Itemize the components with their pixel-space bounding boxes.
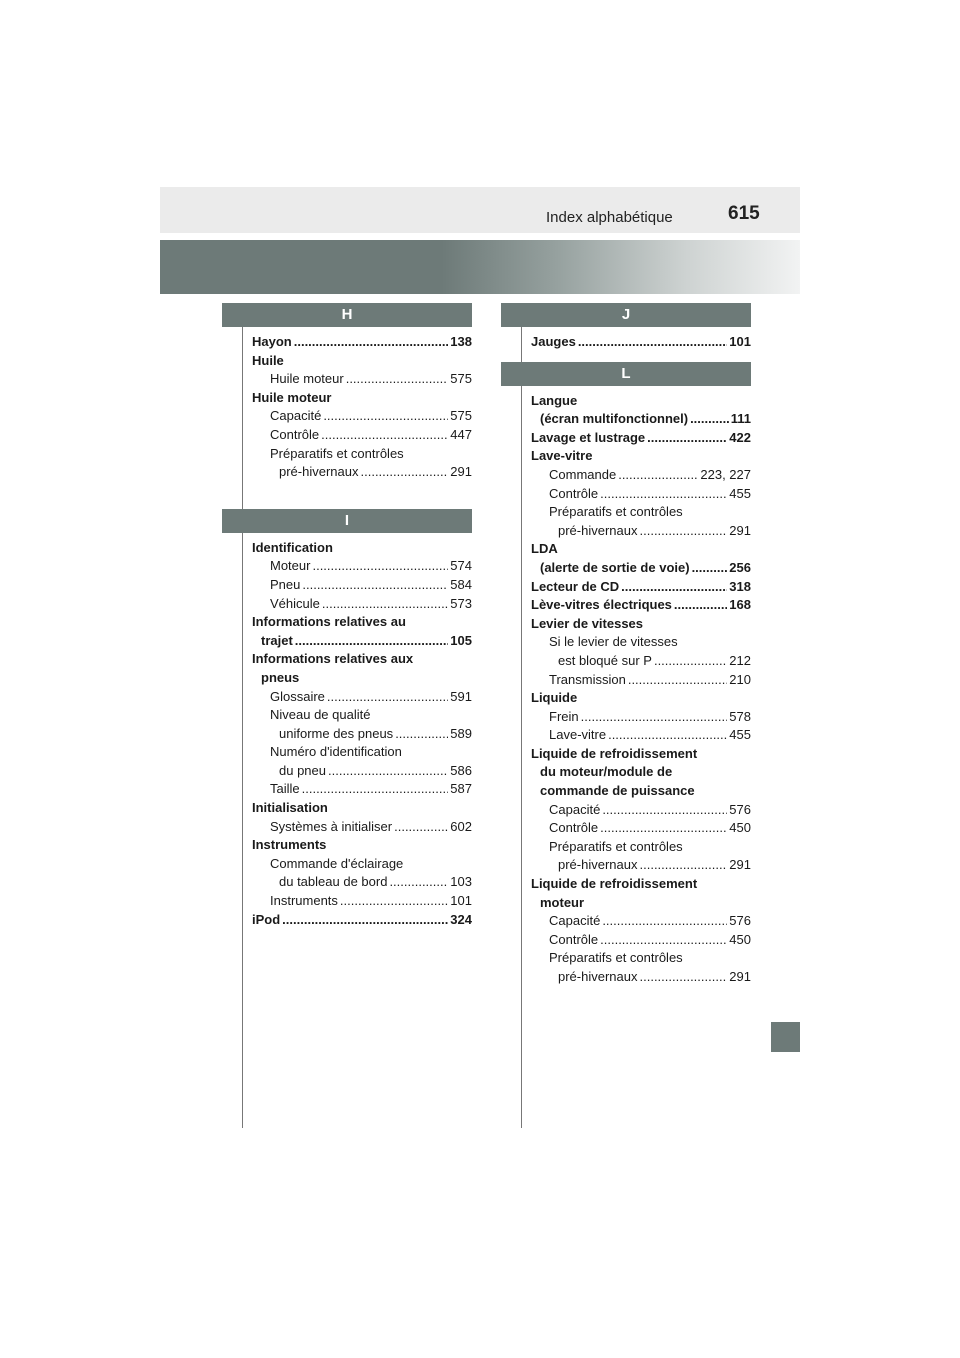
- entry-term: Informations relatives au: [252, 614, 406, 630]
- entry-term: uniforme des pneus: [279, 725, 394, 741]
- entry-term: Contrôle: [270, 426, 320, 442]
- dot-leader: [640, 856, 728, 875]
- entry-term: Huile moteur: [252, 389, 332, 405]
- dot-leader: [692, 559, 728, 578]
- entry-term: Préparatifs et contrôles: [549, 838, 683, 854]
- dot-leader: [395, 725, 448, 744]
- index-entry: [531, 578, 751, 597]
- dot-leader: [600, 485, 727, 504]
- index-entry: [531, 931, 751, 950]
- entry-term: Numéro d'identification: [270, 744, 402, 760]
- entry-term: Lave-vitre: [531, 448, 593, 464]
- entry-page-ref: 578: [729, 708, 751, 724]
- entry-term: pré-hivernaux: [279, 464, 359, 480]
- dot-leader: [282, 911, 448, 930]
- entry-page-ref: 223, 227: [700, 466, 751, 482]
- index-entry: [252, 873, 472, 892]
- index-entry: [531, 615, 751, 634]
- index-entry: [531, 689, 751, 708]
- entry-page-ref: 591: [450, 688, 472, 704]
- entry-term: Informations relatives aux: [252, 651, 414, 667]
- entry-term: Capacité: [549, 801, 601, 817]
- entry-page-ref: 587: [450, 781, 472, 797]
- index-entry: [531, 333, 751, 352]
- index-entry: [252, 352, 472, 371]
- index-entry: [531, 596, 751, 615]
- index-entry-list: [531, 392, 751, 987]
- dot-leader: [302, 780, 449, 799]
- index-entry: [531, 485, 751, 504]
- index-entry: [252, 426, 472, 445]
- entry-term: Moteur: [270, 558, 311, 574]
- entry-page-ref: 589: [450, 725, 472, 741]
- dot-leader: [628, 671, 727, 690]
- index-entry-list: [531, 333, 751, 352]
- entry-page-ref: 212: [729, 652, 751, 668]
- dot-leader: [394, 818, 448, 837]
- index-entry: [531, 819, 751, 838]
- index-entry: [252, 762, 472, 781]
- index-entry: [531, 708, 751, 727]
- entry-term: LDA: [531, 541, 558, 557]
- entry-page-ref: 586: [450, 762, 472, 778]
- entry-term: Identification: [252, 539, 333, 555]
- index-entry: [252, 407, 472, 426]
- entry-page-ref: 291: [729, 522, 751, 538]
- index-entry: [252, 669, 472, 688]
- right-index-column: [531, 303, 751, 987]
- entry-page-ref: 291: [450, 464, 472, 480]
- entry-page-ref: 450: [729, 820, 751, 836]
- dot-leader: [389, 873, 448, 892]
- entry-term: Capacité: [270, 408, 322, 424]
- dot-leader: [340, 892, 448, 911]
- entry-term: Systèmes à initialiser: [270, 818, 393, 834]
- entry-term: Véhicule: [270, 595, 320, 611]
- section-header-h: H: [222, 303, 472, 327]
- entry-term: Levier de vitesses: [531, 615, 644, 631]
- entry-term: Contrôle: [549, 931, 599, 947]
- dot-leader: [578, 333, 727, 352]
- index-entry: [252, 725, 472, 744]
- index-entry: [531, 410, 751, 429]
- entry-page-ref: 450: [729, 931, 751, 947]
- dot-leader: [602, 801, 727, 820]
- header-bar: [160, 187, 800, 233]
- entry-term: Lavage et lustrage: [531, 429, 646, 445]
- index-entry: [252, 743, 472, 762]
- index-entry: [531, 633, 751, 652]
- dot-leader: [346, 370, 449, 389]
- entry-term: est bloqué sur P: [558, 652, 652, 668]
- index-entry: [252, 333, 472, 352]
- entry-page-ref: 324: [450, 911, 472, 927]
- index-entry: [531, 466, 751, 485]
- index-entry: [531, 671, 751, 690]
- dot-leader: [323, 407, 448, 426]
- entry-term: Langue: [531, 392, 578, 408]
- index-entry: [531, 429, 751, 448]
- decorative-band: [160, 240, 800, 294]
- entry-term: Pneu: [270, 576, 301, 592]
- entry-page-ref: 138: [450, 334, 472, 349]
- index-entry: [252, 892, 472, 911]
- index-entry: [531, 856, 751, 875]
- index-entry: [531, 652, 751, 671]
- dot-leader: [602, 912, 727, 931]
- entry-term: (écran multifonctionnel): [540, 411, 689, 427]
- dot-leader: [294, 333, 449, 352]
- index-entry: [252, 911, 472, 930]
- entry-term: Transmission: [549, 671, 626, 687]
- index-entry: [531, 522, 751, 541]
- index-entry: [531, 949, 751, 968]
- index-entry: [252, 539, 472, 558]
- index-entry: [531, 540, 751, 559]
- entry-term: Hayon: [252, 334, 292, 349]
- entry-page-ref: 111: [730, 411, 751, 427]
- index-entry: [252, 799, 472, 818]
- entry-term: Si le levier de vitesses: [549, 634, 678, 650]
- dot-leader: [600, 819, 727, 838]
- page-number: 615: [728, 203, 760, 224]
- index-entry: [252, 445, 472, 464]
- entry-term: Contrôle: [549, 820, 599, 836]
- entry-page-ref: 575: [450, 371, 472, 387]
- dot-leader: [640, 968, 728, 987]
- entry-page-ref: 101: [450, 893, 472, 909]
- entry-page-ref: 103: [450, 874, 472, 890]
- entry-page-ref: 210: [729, 671, 751, 687]
- right-column-rule: [521, 306, 522, 1128]
- dot-leader: [361, 463, 449, 482]
- left-column-rule: [242, 306, 243, 1128]
- dot-leader: [302, 576, 448, 595]
- entry-term: pré-hivernaux: [558, 857, 638, 873]
- index-entry: [252, 463, 472, 482]
- dot-leader: [674, 596, 727, 615]
- entry-term: Lève-vitres électriques: [531, 597, 672, 613]
- entry-term: Liquide: [531, 690, 578, 706]
- index-entry: [252, 389, 472, 408]
- section-tab-marker: [771, 1022, 800, 1052]
- entry-page-ref: 256: [729, 559, 751, 575]
- section-header-i: I: [222, 509, 472, 533]
- index-entry: [531, 801, 751, 820]
- index-entry: [252, 836, 472, 855]
- entry-page-ref: 584: [450, 576, 472, 592]
- entry-term: Préparatifs et contrôles: [549, 950, 683, 966]
- index-entry: [531, 838, 751, 857]
- dot-leader: [690, 410, 729, 429]
- index-entry: [252, 370, 472, 389]
- index-entry: [252, 557, 472, 576]
- entry-term: Liquide de refroidissement: [531, 876, 698, 892]
- dot-leader: [621, 578, 727, 597]
- index-entry: [252, 613, 472, 632]
- index-entry: [252, 632, 472, 651]
- entry-term: commande de puissance: [540, 783, 695, 799]
- entry-term: Préparatifs et contrôles: [270, 445, 404, 461]
- dot-leader: [328, 762, 448, 781]
- section-header-l: L: [501, 362, 751, 386]
- index-entry-list: [252, 539, 472, 929]
- entry-term: Huile moteur: [270, 371, 344, 387]
- index-entry: [531, 912, 751, 931]
- entry-page-ref: 105: [450, 632, 472, 648]
- entry-term: Lave-vitre: [549, 727, 607, 743]
- entry-page-ref: 576: [729, 913, 751, 929]
- entry-term: Huile: [252, 352, 284, 368]
- entry-term: Instruments: [270, 893, 338, 909]
- entry-page-ref: 575: [450, 408, 472, 424]
- entry-term: pré-hivernaux: [558, 969, 638, 984]
- dot-leader: [295, 632, 449, 651]
- entry-page-ref: 422: [729, 429, 751, 445]
- entry-term: du moteur/module de: [540, 764, 673, 780]
- entry-term: iPod: [252, 911, 281, 927]
- entry-page-ref: 576: [729, 801, 751, 817]
- dot-leader: [327, 688, 448, 707]
- entry-term: Contrôle: [549, 485, 599, 501]
- entry-term: Frein: [549, 708, 579, 724]
- entry-term: Lecteur de CD: [531, 578, 620, 594]
- entry-term: Initialisation: [252, 800, 328, 816]
- index-entry: [252, 595, 472, 614]
- section-spacer: [252, 482, 472, 509]
- header-title: Index alphabétique: [546, 209, 673, 226]
- index-entry: [531, 726, 751, 745]
- dot-leader: [647, 429, 727, 448]
- index-entry: [252, 706, 472, 725]
- index-entry: [531, 782, 751, 801]
- dot-leader: [600, 931, 727, 950]
- entry-page-ref: 574: [450, 558, 472, 574]
- section-header-j: J: [501, 303, 751, 327]
- dot-leader: [608, 726, 727, 745]
- index-entry: [531, 875, 751, 894]
- entry-term: Glossaire: [270, 688, 325, 704]
- entry-page-ref: 447: [450, 426, 472, 442]
- entry-term: Taille: [270, 781, 300, 797]
- index-entry: [252, 650, 472, 669]
- entry-page-ref: 455: [729, 485, 751, 501]
- section-spacer: [531, 352, 751, 362]
- entry-term: du pneu: [279, 762, 326, 778]
- entry-page-ref: 168: [729, 597, 751, 613]
- dot-leader: [581, 708, 728, 727]
- index-entry: [531, 447, 751, 466]
- dot-leader: [618, 466, 698, 485]
- dot-leader: [322, 595, 448, 614]
- index-entry: [252, 576, 472, 595]
- dot-leader: [312, 557, 448, 576]
- entry-term: Niveau de qualité: [270, 707, 371, 723]
- index-entry: [531, 894, 751, 913]
- index-entry: [531, 968, 751, 987]
- index-entry: [531, 392, 751, 411]
- dot-leader: [640, 522, 728, 541]
- dot-leader: [321, 426, 448, 445]
- left-index-column: [252, 303, 472, 929]
- index-entry-list: [252, 333, 472, 482]
- entry-page-ref: 291: [729, 969, 751, 984]
- index-entry: [252, 818, 472, 837]
- entry-page-ref: 455: [729, 727, 751, 743]
- index-entry: [531, 559, 751, 578]
- index-entry: [531, 745, 751, 764]
- entry-term: Instruments: [252, 837, 327, 853]
- entry-term: Commande d'éclairage: [270, 855, 404, 871]
- entry-term: pré-hivernaux: [558, 522, 638, 538]
- index-entry: [252, 688, 472, 707]
- index-entry: [531, 503, 751, 522]
- index-entry: [531, 763, 751, 782]
- entry-page-ref: 602: [450, 818, 472, 834]
- entry-term: (alerte de sortie de voie): [540, 559, 690, 575]
- entry-term: trajet: [261, 632, 293, 648]
- index-entry: [252, 855, 472, 874]
- entry-term: Capacité: [549, 913, 601, 929]
- dot-leader: [654, 652, 727, 671]
- entry-page-ref: 101: [729, 334, 751, 349]
- entry-term: Préparatifs et contrôles: [549, 504, 683, 520]
- entry-page-ref: 291: [729, 857, 751, 873]
- entry-term: Liquide de refroidissement: [531, 745, 698, 761]
- index-entry: [252, 780, 472, 799]
- entry-term: du tableau de bord: [279, 874, 388, 890]
- entry-term: pneus: [261, 669, 300, 685]
- entry-term: moteur: [540, 894, 585, 910]
- entry-term: Jauges: [531, 334, 576, 349]
- entry-page-ref: 318: [729, 578, 751, 594]
- entry-page-ref: 573: [450, 595, 472, 611]
- entry-term: Commande: [549, 466, 617, 482]
